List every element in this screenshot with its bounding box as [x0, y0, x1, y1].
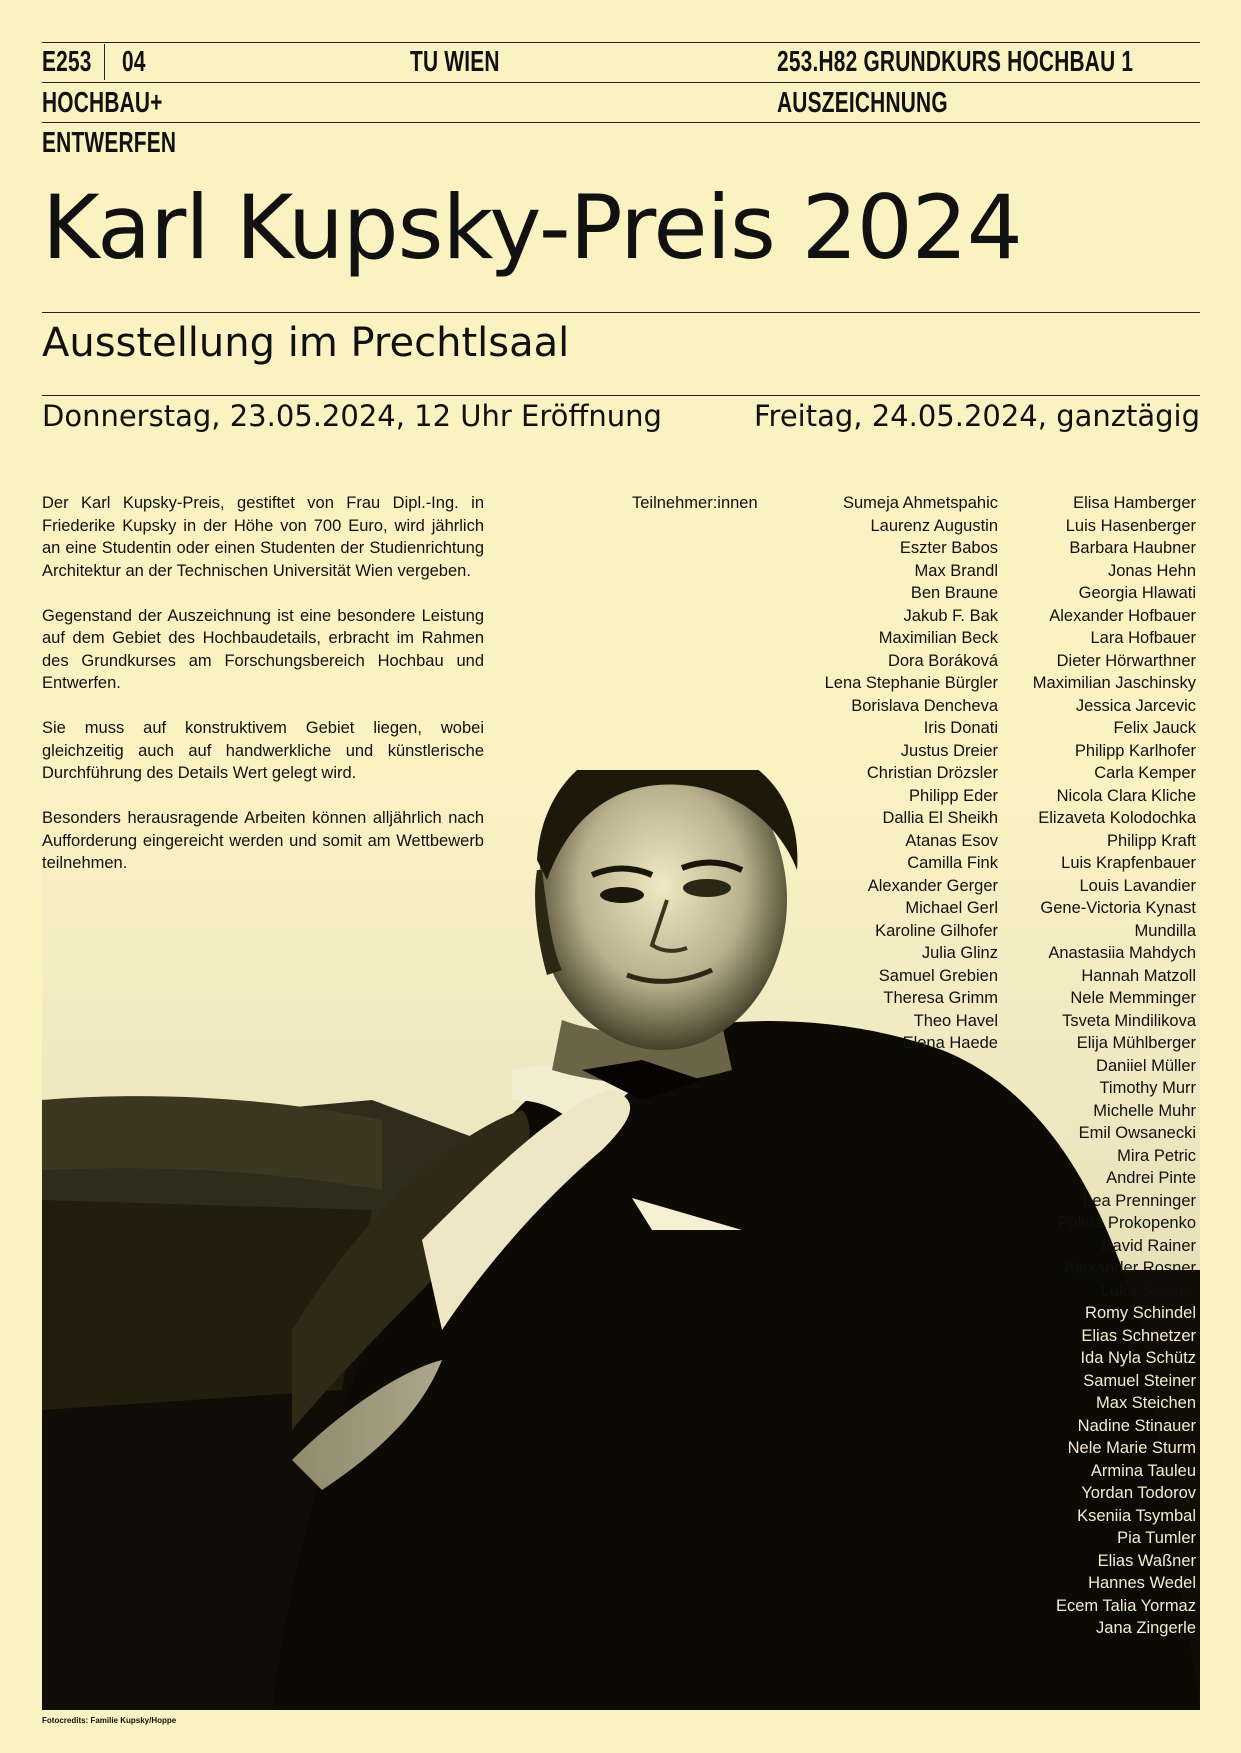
page-subtitle: Ausstellung im Prechtlsaal: [42, 320, 570, 366]
participant-name: Elizaveta Kolodochka: [1038, 809, 1196, 827]
portrait-illustration: [42, 770, 1200, 1710]
header-rule: [42, 82, 1200, 83]
participant-name: Tsveta Mindilikova: [1062, 1011, 1196, 1030]
header-course: 253.H82 GRUNDKURS HOCHBAU 1: [777, 46, 1134, 78]
participant-name: Ben Braune: [910, 584, 998, 602]
participant-name: Theresa Grimm: [883, 989, 998, 1007]
participant-name: Ida Nyla Schütz: [1080, 1349, 1196, 1367]
participant-name: Max Brandl: [914, 561, 998, 580]
participant-name: Armina Tauleu: [1090, 1461, 1196, 1480]
participant-name: Kseniia Tsymbal: [1077, 1506, 1196, 1525]
participant-name: Yordan Todorov: [1081, 1484, 1196, 1502]
participant-name: Romy Schindel: [1085, 1304, 1196, 1322]
participant-name: Nele Marie Sturm: [1067, 1439, 1196, 1457]
participant-name: Atanas Esov: [905, 831, 998, 850]
top-rule: [42, 42, 1200, 43]
participant-name: Christian Drözsler: [866, 764, 998, 782]
participant-name: Elisa Hamberger: [1073, 494, 1196, 512]
description: [42, 492, 484, 897]
participant-name: Alexander Hofbauer: [1049, 606, 1196, 625]
participant-name: Eszter Babos: [899, 539, 998, 557]
participant-name: Jana Zingerle: [1096, 1619, 1196, 1637]
participant-name: Dallia El Sheikh: [882, 809, 998, 827]
participant-name: Elija Mühlberger: [1076, 1034, 1196, 1052]
description-paragraph: Gegenstand der Auszeichnung ist eine besondere Leistung auf dem Gebiet des Hochbaudetails, erbracht im Rahmen des Grundkurses am Forschungsbereich Hochbau und Entwerfen.: [42, 606, 484, 692]
participant-name: Georgia Hlawati: [1078, 584, 1196, 602]
participant-name: Emil Owsanecki: [1078, 1124, 1196, 1142]
participant-name: Dieter Hörwarthner: [1056, 651, 1196, 670]
opening-date: Donnerstag, 23.05.2024, 12 Uhr Eröffnung: [42, 399, 662, 433]
participant-name: Nicola Clara Kliche: [1056, 786, 1196, 805]
participant-name: Jonas Hehn: [1107, 561, 1196, 580]
participant-name: Jessica Jarcevic: [1075, 696, 1196, 715]
participant-name: Alexander Rosner: [1063, 1259, 1196, 1277]
header-number: 04: [122, 46, 146, 78]
participant-name: Hannah Matzoll: [1081, 966, 1196, 985]
participant-name: Daniiel Müller: [1096, 1056, 1196, 1075]
participant-name: Timothy Murr: [1099, 1079, 1196, 1097]
participant-name: Theo Havel: [913, 1011, 998, 1030]
participants-list-1: [825, 492, 998, 1055]
header-code: E253: [42, 46, 92, 78]
participant-name: Maximilian Jaschinsky: [1032, 674, 1196, 692]
header-institute-line1: HOCHBAU+: [42, 87, 163, 119]
participant-name: Elena Haede: [902, 1034, 998, 1052]
participant-name: Jakub F. Bak: [903, 606, 998, 625]
participant-name: Sumeja Ahmetspahic: [842, 494, 998, 512]
title-rule: [42, 312, 1200, 313]
participant-name: Polina Prokopenko: [1057, 1214, 1196, 1232]
header-divider: [104, 44, 105, 80]
participant-name: Carla Kemper: [1094, 764, 1196, 782]
participant-name: Anastasiia Mahdych: [1048, 944, 1196, 962]
participant-name: Maximilian Beck: [878, 629, 998, 647]
participant-name: Samuel Steiner: [1083, 1371, 1196, 1390]
participant-name: Felix Jauck: [1113, 719, 1196, 737]
participant-name: Philipp Eder: [909, 786, 998, 805]
participant-name: Karoline Gilhofer: [875, 921, 998, 940]
portrait-photo: [42, 770, 1200, 1710]
participant-name: Samuel Grebien: [878, 966, 998, 985]
participant-name: Borislava Dencheva: [851, 696, 998, 715]
participant-name: Barbara Haubner: [1069, 539, 1196, 557]
participant-name: Elias Waßner: [1097, 1551, 1196, 1570]
participant-name: Michael Gerl: [905, 899, 998, 917]
participant-name: Iris Donati: [923, 719, 998, 737]
photo-credits: Fotocredits: Familie Kupsky/Hoppe: [42, 1716, 177, 1725]
participant-name: Mundilla: [1134, 921, 1196, 940]
description-paragraph: Sie muss auf konstruktivem Gebiet liegen, wobei gleichzeitig auch auf handwerkliche und künstlerische Durchführung des Details Wert gelegt wird.: [42, 719, 484, 782]
participant-name: Alexander Gerger: [867, 876, 998, 895]
description-paragraph: Besonders herausragende Arbeiten können alljährlich nach Aufforderung eingereicht werden und somit am Wettbewerb teilnehmen.: [42, 809, 484, 872]
participant-name: Nele Memminger: [1070, 989, 1196, 1007]
page-title: Karl Kupsky-Preis 2024: [42, 176, 1022, 279]
participant-name: Luka Savoric: [1100, 1281, 1196, 1300]
description-paragraph: Der Karl Kupsky-Preis, gestiftet von Frau Dipl.-Ing. in Friederike Kupsky in der Höhe von 700 Euro, wird jährlich an eine Studentin oder einen Studenten der Studienrichtung Architektur an der Technischen Universität Wien vergeben.: [42, 494, 484, 580]
participant-name: Ecem Talia Yormaz: [1055, 1596, 1196, 1615]
participant-name: Elias Schnetzer: [1081, 1326, 1196, 1345]
participant-name: Lena Stephanie Bürgler: [824, 674, 998, 692]
fullday-date: Freitag, 24.05.2024, ganztägig: [753, 399, 1200, 433]
participant-name: Philipp Karlhofer: [1074, 741, 1196, 760]
participant-name: Philipp Kraft: [1107, 831, 1196, 850]
participant-name: Max Steichen: [1096, 1394, 1196, 1412]
participant-name: Hannes Wedel: [1088, 1574, 1196, 1592]
participant-name: Luis Krapfenbauer: [1061, 854, 1196, 872]
participant-name: David Rainer: [1100, 1236, 1196, 1255]
participant-name: Mira Petric: [1117, 1146, 1196, 1165]
participants-list-2: [1033, 492, 1196, 1640]
participant-name: Laurenz Augustin: [870, 516, 998, 535]
participant-name: Michelle Muhr: [1093, 1101, 1196, 1120]
participant-name: Dora Boráková: [887, 651, 998, 670]
participant-name: Justus Dreier: [900, 741, 998, 760]
participant-name: Andrei Pinte: [1106, 1169, 1196, 1187]
participant-name: Lea Prenninger: [1083, 1191, 1196, 1210]
header-rule-2: [42, 122, 1200, 123]
participant-name: Luis Hasenberger: [1065, 516, 1196, 535]
participant-name: Camilla Fink: [907, 854, 998, 872]
participant-name: Louis Lavandier: [1079, 876, 1196, 895]
participant-name: Lara Hofbauer: [1090, 629, 1196, 647]
participant-name: Gene-Victoria Kynast: [1040, 899, 1196, 917]
participant-name: Julia Glinz: [921, 944, 998, 962]
header-university: TU WIEN: [410, 46, 500, 78]
header-institute-line2: ENTWERFEN: [42, 127, 177, 159]
participants-label: Teilnehmer:innen: [632, 494, 758, 512]
participant-name: Pia Tumler: [1117, 1529, 1196, 1547]
participant-name: Nadine Stinauer: [1077, 1416, 1196, 1435]
header-category: AUSZEICHNUNG: [777, 87, 948, 119]
